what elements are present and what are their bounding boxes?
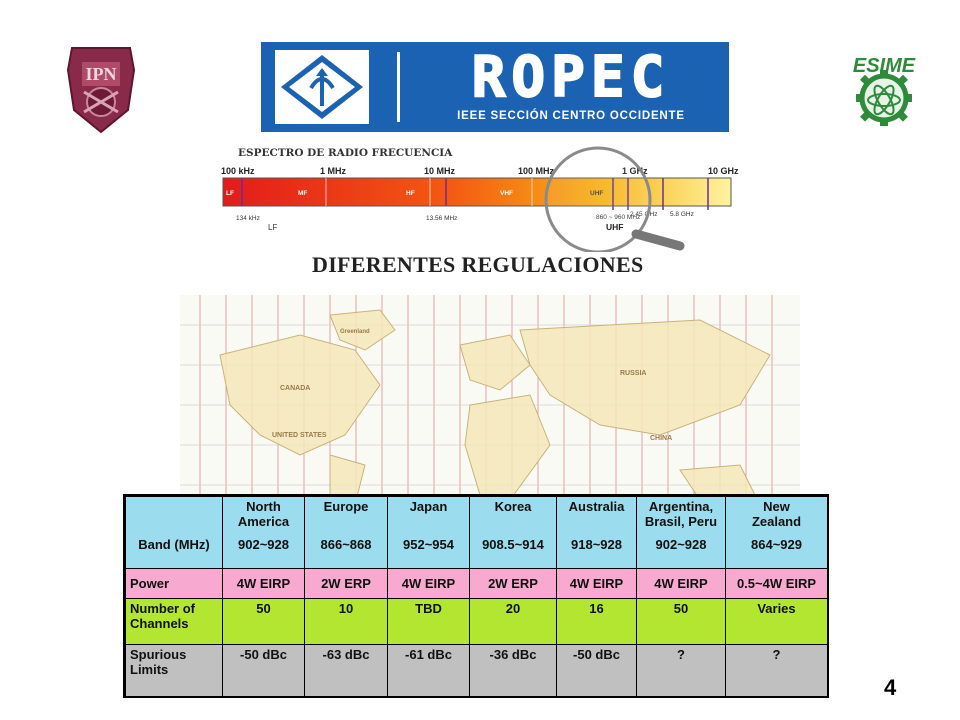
map-label: UNITED STATES [272,432,327,439]
table-cell: -61 dBc [388,645,470,697]
row-label: Power [126,569,223,599]
band-label: LF [226,190,234,197]
spectrum-title: ESPECTRO DE RADIO FRECUENCIA [238,147,453,159]
region-cell: Europe 866~868 [305,497,388,569]
marker-label: 2.45 GHz [630,211,658,218]
band-label-cell: Band (MHz) [126,497,223,569]
marker-label: 860 ~ 960 MHz [596,214,641,221]
banner-divider [397,52,400,122]
marker-label: 134 kHz [236,215,260,222]
region-cell: Australia 918~928 [557,497,637,569]
scale-label: 1 GHz [622,166,648,176]
radio-spectrum-diagram [218,140,778,252]
table-cell: 4W EIRP [557,569,637,599]
ieee-emblem-icon [275,50,369,124]
marker-label: 13.56 MHz [426,215,458,222]
region-cell: North America 902~928 [223,497,305,569]
table-cell: 0.5~4W EIRP [726,569,828,599]
table-header-row [126,497,828,569]
section-heading: DIFERENTES REGULACIONES [312,252,644,277]
ropec-banner [261,42,729,132]
table-cell: 50 [637,599,726,645]
map-label: RUSSIA [620,370,647,377]
table-cell: -50 dBc [223,645,305,697]
band-label: UHF [590,190,604,197]
table-cell: -36 dBc [470,645,557,697]
table-cell: ? [637,645,726,697]
scale-label: 10 GHz [708,166,739,176]
scale-label: 100 kHz [221,166,255,176]
table-cell: 20 [470,599,557,645]
table-cell: -50 dBc [557,645,637,697]
band-label: HF [406,190,415,197]
table-row-spurious [126,645,828,697]
ropec-subtitle: IEEE SECCIÓN CENTRO OCCIDENTE [457,110,685,122]
marker-label: UHF [606,222,624,232]
table-cell: TBD [388,599,470,645]
table-row-power [126,569,828,599]
band-label: MF [298,190,308,197]
table-cell: 4W EIRP [388,569,470,599]
table-cell: -63 dBc [305,645,388,697]
esime-logo [832,48,936,132]
region-cell: Korea 908.5~914 [470,497,557,569]
marker-label: LF [268,223,278,232]
table-cell: 10 [305,599,388,645]
row-label: Number of Channels [126,599,223,645]
regulations-table [123,494,829,698]
scale-label: 100 MHz [518,166,555,176]
region-cell: Japan 952~954 [388,497,470,569]
page-number: 4 [884,675,897,700]
esime-logo-text: ESIME [852,55,916,77]
band-label: VHF [500,190,513,197]
ipn-logo-text: IPN [85,64,117,84]
table-cell: 2W ERP [305,569,388,599]
map-label: Greenland [340,329,370,335]
table-cell: 16 [557,599,637,645]
scale-label: 1 MHz [320,166,347,176]
table-cell: ? [726,645,828,697]
ipn-logo [62,40,140,136]
table-cell: 4W EIRP [637,569,726,599]
ropec-title: ROPEC [471,45,671,110]
region-cell: New Zealand 864~929 [726,497,828,569]
scale-label: 10 MHz [424,166,456,176]
marker-label: 5.8 GHz [670,211,694,218]
table-cell: 4W EIRP [223,569,305,599]
table-cell: 2W ERP [470,569,557,599]
table-cell: 50 [223,599,305,645]
row-label: Spurious Limits [126,645,223,697]
region-cell: Argentina, Brasil, Peru 902~928 [637,497,726,569]
map-label: CHINA [650,435,673,442]
table-row-channels [126,599,828,645]
world-map [180,295,800,505]
map-label: CANADA [280,385,311,392]
table-cell: Varies [726,599,828,645]
